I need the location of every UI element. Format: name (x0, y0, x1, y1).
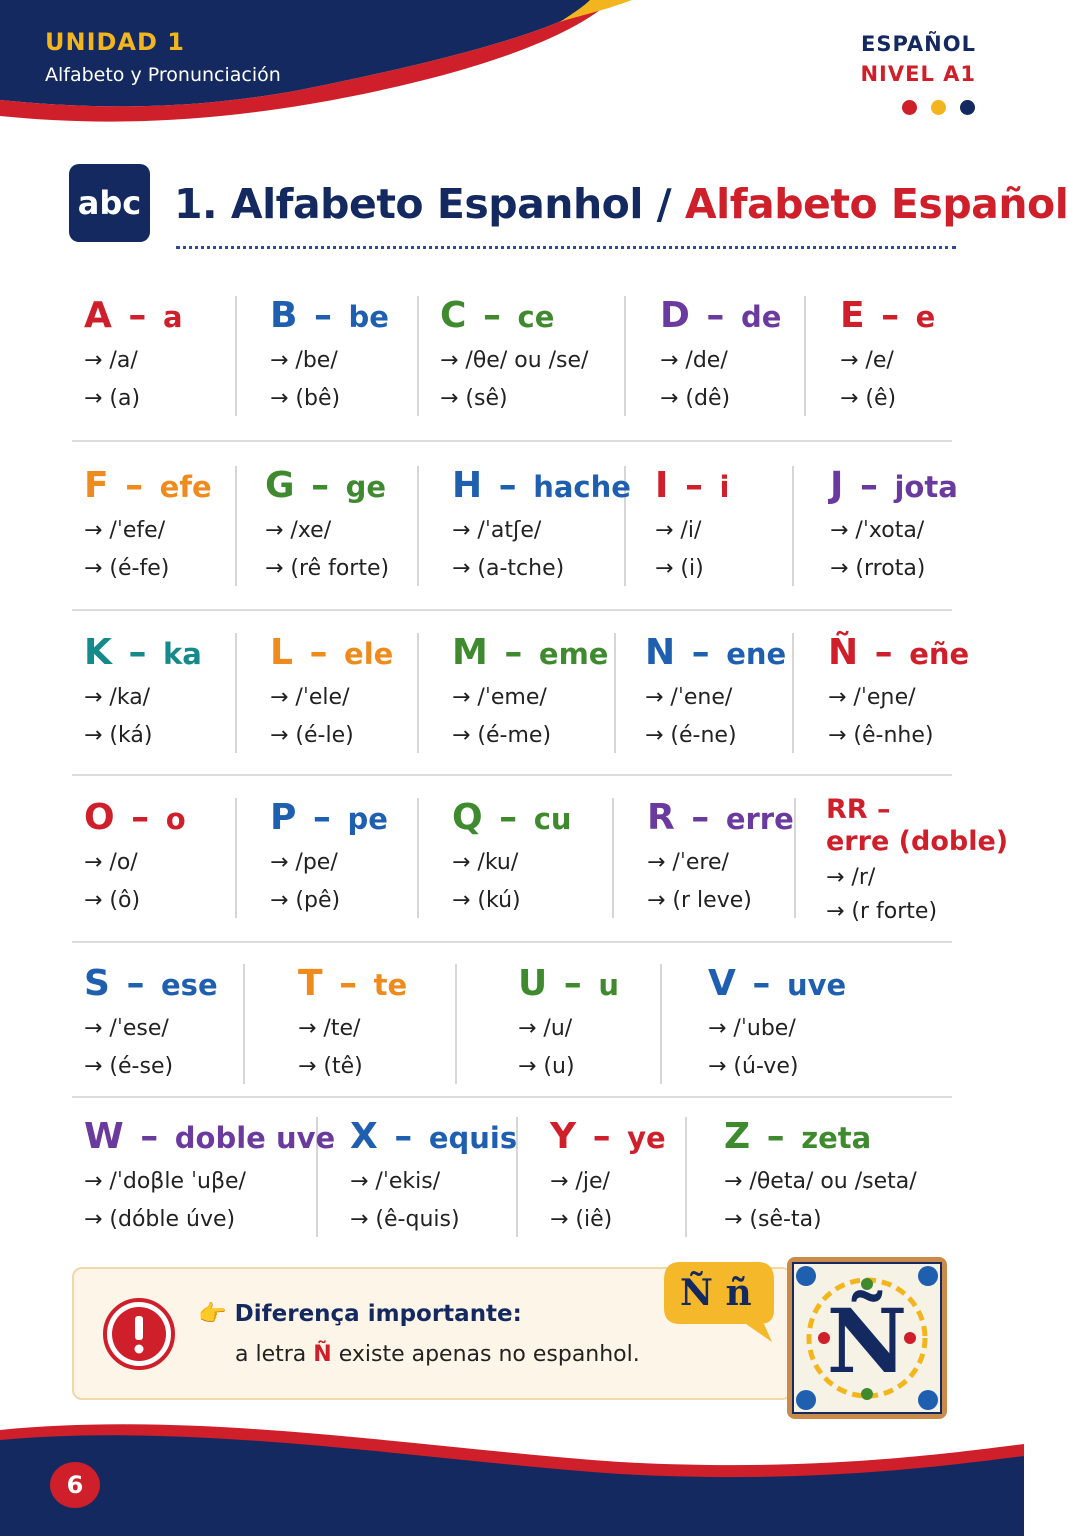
ipa-pronunciation: → /ˈele/ (270, 685, 350, 710)
letter-card-b (270, 296, 389, 413)
letter-card-h (452, 466, 631, 583)
letter-card-k (84, 633, 202, 750)
letter: K (84, 632, 112, 673)
blue-dot (960, 100, 975, 115)
ipa-pronunciation: → /ku/ (452, 850, 519, 875)
letter: Y (550, 1116, 577, 1157)
approx-pronunciation: → (é-le) (270, 723, 354, 748)
letter-card-v (708, 964, 846, 1081)
letter-card-f (84, 466, 212, 583)
unit-label: UNIDAD 1 (45, 28, 185, 56)
letter-heading: S – ese (84, 963, 218, 1004)
letter-heading: I – i (655, 465, 730, 506)
ipa-pronunciation: → /te/ (298, 1016, 361, 1041)
letter: D (660, 295, 690, 336)
ipa-pronunciation: → /ˈeme/ (452, 685, 547, 710)
letter-name: doble uve (174, 1121, 336, 1155)
column-divider (804, 296, 806, 416)
letter-card-r (647, 798, 794, 915)
letter: U (518, 963, 548, 1004)
ipa-pronunciation: → /ˈube/ (708, 1016, 796, 1041)
letter: J (830, 465, 844, 506)
letter-card-e (840, 296, 935, 413)
approx-pronunciation: → (r forte) (826, 899, 938, 924)
letter-heading: Z – zeta (724, 1116, 872, 1157)
letter-name: cu (533, 802, 572, 836)
ipa-pronunciation: → /je/ (550, 1169, 610, 1194)
letter-heading: M – eme (452, 632, 609, 673)
red-dot (902, 100, 917, 115)
ipa-pronunciation: → /u/ (518, 1016, 573, 1041)
letter-name: a (162, 300, 183, 334)
approx-pronunciation: → (é-ne) (645, 723, 737, 748)
row-divider (72, 941, 952, 943)
ipa-pronunciation: → /o/ (84, 850, 138, 875)
ipa-pronunciation: → /pe/ (270, 850, 338, 875)
column-divider (624, 296, 626, 416)
letter: H (452, 465, 483, 506)
ipa-pronunciation: → /ˈatʃe/ (452, 518, 542, 543)
letter-name: eñe (909, 637, 970, 671)
approx-pronunciation: → (i) (655, 556, 704, 581)
letter-name: de (740, 300, 782, 334)
ipa-pronunciation: → /ˈekis/ (350, 1169, 441, 1194)
ipa-pronunciation: → /ˈere/ (647, 850, 729, 875)
column-divider (792, 466, 794, 586)
page-title (174, 180, 1068, 228)
letter: L (270, 632, 293, 673)
letter-heading: P – pe (270, 797, 388, 838)
letter: P (270, 797, 297, 838)
footer-banner (0, 1400, 1024, 1536)
letter-card-ñ (828, 633, 969, 750)
letter-heading: K – ka (84, 632, 202, 673)
approx-pronunciation: → (dóble úve) (84, 1207, 236, 1232)
letter-heading: W – doble uve (84, 1116, 336, 1157)
letter-name: efe (159, 470, 212, 504)
column-divider (614, 633, 616, 753)
approx-pronunciation: → (a) (84, 386, 141, 411)
letter-heading: RR – erre (doble) (826, 794, 1009, 857)
approx-pronunciation: → (a-tche) (452, 556, 565, 581)
approx-pronunciation: → (pê) (270, 888, 341, 913)
column-divider (235, 466, 237, 586)
letter-card-c (440, 296, 588, 413)
approx-pronunciation: → (r leve) (647, 888, 752, 913)
letter: I (655, 465, 669, 506)
approx-pronunciation: → (ê) (840, 386, 897, 411)
column-divider (612, 798, 614, 918)
approx-pronunciation: → (sê) (440, 386, 508, 411)
letter: V (708, 963, 736, 1004)
letter: B (270, 295, 298, 336)
letter: Ñ (828, 632, 859, 673)
letter-card-y (550, 1117, 666, 1234)
letter-name: uve (786, 968, 847, 1002)
letter-card-w (84, 1117, 335, 1234)
row-divider (72, 440, 952, 442)
letter-heading: E – e (840, 295, 936, 336)
letter: G (265, 465, 295, 506)
title-divider (176, 246, 956, 249)
letter-heading: T – te (298, 963, 408, 1004)
letter-heading: F – efe (84, 465, 212, 506)
letter-name: ge (345, 470, 387, 504)
letter: C (440, 295, 467, 336)
letter: N (645, 632, 676, 673)
unit-subtitle: Alfabeto y Pronunciación (45, 64, 281, 86)
letter: S (84, 963, 110, 1004)
ipa-pronunciation: → /be/ (270, 348, 338, 373)
page-number: 6 (50, 1462, 100, 1508)
letter: E (840, 295, 865, 336)
letter: R (647, 797, 675, 838)
column-divider (235, 633, 237, 753)
letter-card-d (660, 296, 781, 413)
ipa-pronunciation: → /ˈene/ (645, 685, 733, 710)
note-title: 👉 Diferença importante: (198, 1301, 522, 1327)
letter-heading: V – uve (708, 963, 847, 1004)
row-divider (72, 774, 952, 776)
letter-name: erre (doble) (826, 826, 1009, 857)
tile-letter: Ñ (826, 1289, 908, 1393)
letter-name: i (719, 470, 730, 504)
approx-pronunciation: → (tê) (298, 1054, 363, 1079)
row-divider (72, 609, 952, 611)
letter-card-n (645, 633, 786, 750)
approx-pronunciation: → (kú) (452, 888, 521, 913)
letter-card-q (452, 798, 572, 915)
letter-name: eme (538, 637, 609, 671)
letter-card-j (830, 466, 958, 583)
letter-name: jota (894, 470, 958, 504)
column-divider (792, 633, 794, 753)
column-divider (235, 296, 237, 416)
approx-pronunciation: → (ô) (84, 888, 141, 913)
letter-card-o (84, 798, 186, 915)
alert-icon (102, 1297, 176, 1371)
letter-name: ce (517, 300, 555, 334)
letter: RR (826, 794, 868, 825)
title-portuguese: 1. Alfabeto Espanhol (174, 180, 643, 228)
letter-card-s (84, 964, 218, 1081)
bubble-text: Ñ ñ (680, 1272, 752, 1314)
decorative-tile-icon (784, 1254, 950, 1422)
column-divider (685, 1117, 687, 1237)
letter-card-t (298, 964, 407, 1081)
letter-heading: B – be (270, 295, 389, 336)
ipa-pronunciation: → /e/ (840, 348, 894, 373)
ipa-pronunciation: → /i/ (655, 518, 702, 543)
letter-card-z (724, 1117, 917, 1234)
letter-name: equis (428, 1121, 518, 1155)
letter-name: zeta (801, 1121, 872, 1155)
letter-heading: C – ce (440, 295, 555, 336)
column-divider (660, 964, 662, 1084)
letter-heading: Q – cu (452, 797, 572, 838)
letter-card-x (350, 1117, 517, 1234)
yellow-dot (931, 100, 946, 115)
ipa-pronunciation: → /θe/ ou /se/ (440, 348, 589, 373)
letter-card-g (265, 466, 389, 583)
letter-card-u (518, 964, 619, 1081)
title-spanish: Alfabeto Español (684, 180, 1068, 228)
letter-name: ka (162, 637, 202, 671)
ipa-pronunciation: → /ˈefe/ (84, 518, 166, 543)
letter-name: erre (725, 802, 794, 836)
letter-heading: G – ge (265, 465, 387, 506)
letter: F (84, 465, 109, 506)
approx-pronunciation: → (ê-quis) (350, 1207, 460, 1232)
ipa-pronunciation: → /ˈdoβle ˈuβe/ (84, 1169, 246, 1194)
column-divider (794, 798, 796, 918)
ipa-pronunciation: → /ka/ (84, 685, 151, 710)
letter-name: ele (344, 637, 394, 671)
approx-pronunciation: → (ê-nhe) (828, 723, 934, 748)
letter-name: u (598, 968, 619, 1002)
letter-name: te (373, 968, 408, 1002)
approx-pronunciation: → (bê) (270, 386, 341, 411)
approx-pronunciation: → (ká) (84, 723, 153, 748)
column-divider (455, 964, 457, 1084)
letter-name: ene (726, 637, 787, 671)
letter-name: o (165, 802, 186, 836)
letter-name: e (915, 300, 936, 334)
letter-name: ese (161, 968, 218, 1002)
letter-card-p (270, 798, 388, 915)
level-label: NIVEL A1 (860, 62, 976, 86)
pointing-hand-icon: 👉 (198, 1301, 235, 1327)
letter: Z (724, 1116, 751, 1157)
approx-pronunciation: → (rrota) (830, 556, 926, 581)
approx-pronunciation: → (ú-ve) (708, 1054, 799, 1079)
letter-card-l (270, 633, 393, 750)
ipa-pronunciation: → /de/ (660, 348, 728, 373)
letter-heading: Ñ – eñe (828, 632, 970, 673)
approx-pronunciation: → (rê forte) (265, 556, 390, 581)
column-divider (417, 296, 419, 416)
ipa-pronunciation: → /r/ (826, 865, 876, 890)
letter-heading: Y – ye (550, 1116, 666, 1157)
letter-name: hache (533, 470, 631, 504)
letter-name: pe (347, 802, 388, 836)
note-text: a letra Ñ existe apenas no espanhol. (235, 1342, 640, 1367)
column-divider (243, 964, 245, 1084)
column-divider (235, 798, 237, 918)
letter-heading: H – hache (452, 465, 631, 506)
column-divider (417, 798, 419, 918)
ipa-pronunciation: → /xe/ (265, 518, 332, 543)
approx-pronunciation: → (é-se) (84, 1054, 174, 1079)
abc-badge-icon: abc (69, 164, 150, 242)
letter: O (84, 797, 115, 838)
letter: X (350, 1116, 378, 1157)
title-separator: / (642, 180, 685, 228)
letter-heading: O – o (84, 797, 186, 838)
letter-heading: R – erre (647, 797, 794, 838)
letter: Q (452, 797, 483, 838)
letter-card-i (655, 466, 729, 583)
letter-card-rr (826, 794, 1009, 926)
ipa-pronunciation: → /a/ (84, 348, 138, 373)
letter-heading: L – ele (270, 632, 394, 673)
letter: W (84, 1116, 124, 1157)
approx-pronunciation: → (iê) (550, 1207, 613, 1232)
letter-card-a (84, 296, 183, 413)
approx-pronunciation: → (é-fe) (84, 556, 170, 581)
letter-heading: X – equis (350, 1116, 518, 1157)
ipa-pronunciation: → /ˈxota/ (830, 518, 925, 543)
letter-card-m (452, 633, 608, 750)
letter-name: ye (627, 1121, 666, 1155)
column-divider (417, 633, 419, 753)
letter-heading: U – u (518, 963, 619, 1004)
letter-heading: N – ene (645, 632, 787, 673)
letter: A (84, 295, 112, 336)
approx-pronunciation: → (dê) (660, 386, 731, 411)
approx-pronunciation: → (u) (518, 1054, 575, 1079)
letter-name: be (348, 300, 389, 334)
language-label: ESPAÑOL (861, 32, 976, 56)
row-divider (72, 1096, 952, 1098)
approx-pronunciation: → (sê-ta) (724, 1207, 822, 1232)
ipa-pronunciation: → /ˈese/ (84, 1016, 169, 1041)
ipa-pronunciation: → /θeta/ ou /seta/ (724, 1169, 917, 1194)
letter: M (452, 632, 488, 673)
letter: T (298, 963, 323, 1004)
letter-heading: D – de (660, 295, 782, 336)
letter-heading: J – jota (830, 465, 958, 506)
column-divider (417, 466, 419, 586)
letter-heading: A – a (84, 295, 183, 336)
approx-pronunciation: → (é-me) (452, 723, 552, 748)
ipa-pronunciation: → /ˈeɲe/ (828, 685, 916, 710)
